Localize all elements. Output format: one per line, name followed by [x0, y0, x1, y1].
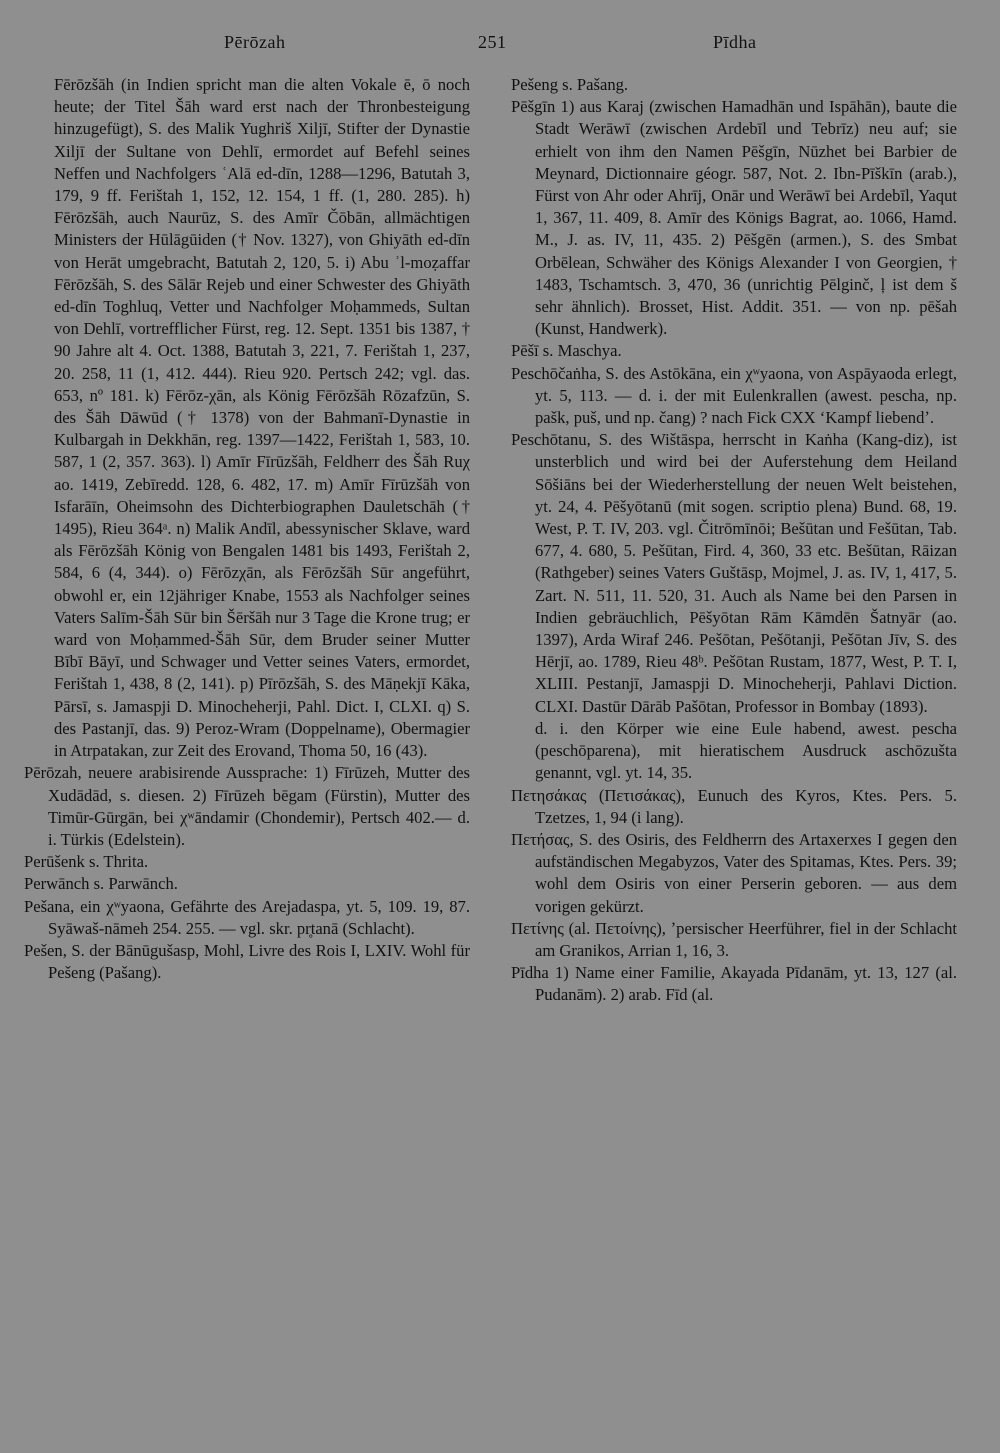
entry-petines: Πετίνης (al. Πετοίνης), ʼpersischer Heerführer, fiel in der Schlacht am Granikos, Arrian 1, 16, 3. [511, 918, 957, 960]
entry-pidha: Pīdha 1) Name einer Familie, Akayada Pīdanām, yt. 13, 127 (al. Pudanām). 2) arab. Fīd (al. [511, 963, 957, 1005]
running-header [0, 32, 1000, 62]
entry-pesgin: Pēšgīn 1) aus Karaj (zwischen Hamadhān und Ispāhān), baute die Stadt Werāwī (zwischen Ardebīl und Tebrīz) neu auf; sie erhielt von ihm den Namen Pēšgīn, Nūzhet bei Barbier de Meynard, Dictionnaire géogr. 587, Not. 2. Ibn-Pīškīn (arab.), Fürst von Ahr oder Ahrīj, Onār und Werāwī bei Ardebīl, Yaqut 1, 367, 11. 409, 8. Amīr des Königs Bagrat, ao. 1066, Hamd. M., J. as. IV, 11, 435. 2) Pēšgēn (armen.), S. des Smbat Orbēlean, Schwäher des Königs Alexander I von Georgien, † 1483, Tschamtsch. 3, 470, 36 (unrichtig Pēlginč, ļ ist dem š sehr ähnlich). Brosset, Hist. Addit. 351. — von np. pēšah (Kunst, Handwerk). [511, 97, 957, 339]
entry-pesi: Pēšī s. Maschya. [511, 341, 622, 361]
entry-perwanch: Perwānch s. Parwānch. [24, 874, 178, 894]
left-column [24, 74, 470, 984]
entry-perozah: Pērōzah, neuere arabisirende Aussprache: 1) Fīrūzeh, Mutter des Xudādād, s. diesen. 2) Fīrūzeh bēgam (Fürstin), Mutter des Timūr-Gūrgān, bei χʷāndamir (Chondemir), Pertsch 402.— d. i. Türkis (Edelstein). [24, 763, 470, 849]
entry-pesana: Pešana, ein χʷyaona, Gefährte des Arejadaspa, yt. 5, 109. 19, 87. Syāwaš-nāmeh 254. 255. — vgl. skr. pr̥tanā (Schlacht). [24, 896, 470, 938]
header-left-catchword: Pērōzah [224, 32, 286, 52]
entry-peschocanha: Peschōčaṅha, S. des Astōkāna, ein χʷyaona, von Aspāyaoda erlegt, yt. 5, 113. — d. i. der mit Eulenkrallen (awest. pescha, np. pašk, puš, und np. čang) ? nach Fick CXX ʻKampf liebendʼ. [511, 363, 957, 428]
entry-continuation-peschotanu: d. i. den Körper wie eine Eule habend, awest. pescha (peschōparena), mit hieratischem Ausdruck aschōzušta genannt, vgl. yt. 14, 35. [535, 718, 957, 783]
page-number: 251 [478, 32, 507, 52]
entry-perusenk: Perūšenk s. Thrita. [24, 852, 149, 872]
entry-petesakas: Πετησάκας (Πετισάκας), Eunuch des Kyros, Ktes. Pers. 5. Tzetzes, 1, 94 (i lang). [511, 785, 957, 827]
entry-peschotanu: Peschōtanu, S. des Wištāspa, herrscht in Kaṅha (Kang-diz), ist unsterblich und wird bei der Auferstehung dem Heiland Sōšiāns bei der Wiederherstellung der neuen Welt beistehen, yt. 24, 4. Pēšyōtanū (mit sogen. scriptio plena) Bund. 68, 19. West, P. T. IV, 203. vgl. Čitrōmīnōi; Bešūtan und Fešūtan, Tab. 677, 4. 680, 5. Pešūtan, Fird. 4, 360, 33 etc. Bešūtan, Rāizan (Rathgeber) seines Vaters Guštāsp, Mojmel, J. as. IV, 1, 417, 5. Zart. N. 511, 11. 520, 31. Auch als Name bei den Parsen in Indien gebräuchlich, Pēšyōtan Rām Kāmdēn Šatnyār (ao. 1397), Arda Wiraf 246. Pešōtan, Pešōtanji, Pešōtan Jīv, S. des Hērjī, ao. 1789, Rieu 48ᵇ. Pešōtan Rustam, 1877, West, P. T. I, XLIII. Pestanjī, Jamaspji D. Minocheherji, Pahlavi Diction. CLXI. Dastūr Dārāb Pašōtan, Professor in Bombay (1893). [511, 430, 957, 716]
entry-pesen: Pešen, S. der Bānūgušasp, Mohl, Livre des Rois I, LXIV. Wohl für Pešeng (Pašang). [24, 940, 470, 983]
entry-peseng: Pešeng s. Pašang. [511, 75, 629, 94]
header-right-catchword: Pīdha [713, 32, 757, 52]
entry-continuation: Fērōzšāh (in Indien spricht man die alten Vokale ē, ō noch heute; der Titel Šāh ward erst nach der Thronbesteigung hinzugefügt), S. des Malik Yughriš Xiljī, Stifter der Dynastie Xiljī der Sultane von Dehlī, ermordet auf Befehl seines Neffen und Nachfolgers ʿAlā ed-dīn, 1288—1296, Batutah 3, 179, 9 ff. Ferištah 1, 152, 12. 154, 1 ff. (1, 280. 285). h) Fērōzšāh, auch Naurūz, S. des Amīr Čōbān, allmächtigen Ministers der Hūlāgūiden († Nov. 1327), von Ghiyāth ed-dīn von Herāt umgebracht, Batutah 2, 120, 5. i) Abu ʾl-moẓaffar Fērōzšāh, S. des Sālār Rejeb und einer Schwester des Ghiyāth ed-dīn Toghluq, Vetter und Nachfolger Moḥammeds, Sultan von Dehlī, vortrefflicher Fürst, reg. 12. Sept. 1351 bis 1387, † 90 Jahre alt 4. Oct. 1388, Batutah 3, 221, 7. Ferištah 1, 237, 20. 258, 11 (1, 412. 444). Rieu 920. Pertsch 242; vgl. das. 653, nº 181. k) Fērōz-χān, als König Fērōzšāh Rōzafzūn, S. des Šāh Dāwūd († 1378) von der Bahmanī-Dynastie in Kulbargah in Dekkhān, reg. 1397—1422, Ferištah 1, 583, 10. 587, 1 (2, 357. 363). l) Amīr Fīrūzšāh, Feldherr des Šāh Ruχ ao. 1419, Zebīredd. 128, 6. 482, 17. m) Amīr Fīrūzšāh von Isfarāīn, Oheimsohn des Dichterbiographen Dauletschāh († 1495), Rieu 364ᵃ. n) Malik Andīl, abessynischer Sklave, ward als Fērōzšāh König von Bengalen 1481 bis 1493, Ferištah 2, 584, 6 (4, 344). o) Fērōzχān, als Fērōzšāh Sūr angeführt, obwohl er, ein 12jähriger Knabe, 1553 als Nachfolger seines Vaters Salīm-Šāh Sūr bin Šēršāh nur 3 Tage die Krone trug; er ward von Moḥammed-Šāh Sūr, dem Bruder seiner Mutter Bībī Bāyī, und Schwager und Vetter seines Vaters, ermordet, Ferištah 1, 438, 8 (2, 141). p) Pīrōzšāh, S. des Māṇekjī Kāka, Pārsī, s. Jamaspji D. Minocheherji, Pahl. Dict. I, CLXI. q) S. des Pastanjī, das. 9) Peroz-Wram (Doppelname), Obermagier in Atrpatakan, zur Zeit des Erovand, Thoma 50, 16 (43). [54, 75, 470, 761]
entry-petesas: Πετήσας, S. des Osiris, des Feldherrn des Artaxerxes I gegen den aufständischen Megabyzos, Vater des Spitamas, Ktes. Pers. 39; wohl dem Osiris von einer Perserin geboren. — aus dem vorigen gekürzt. [511, 829, 957, 916]
right-column [511, 74, 957, 1007]
